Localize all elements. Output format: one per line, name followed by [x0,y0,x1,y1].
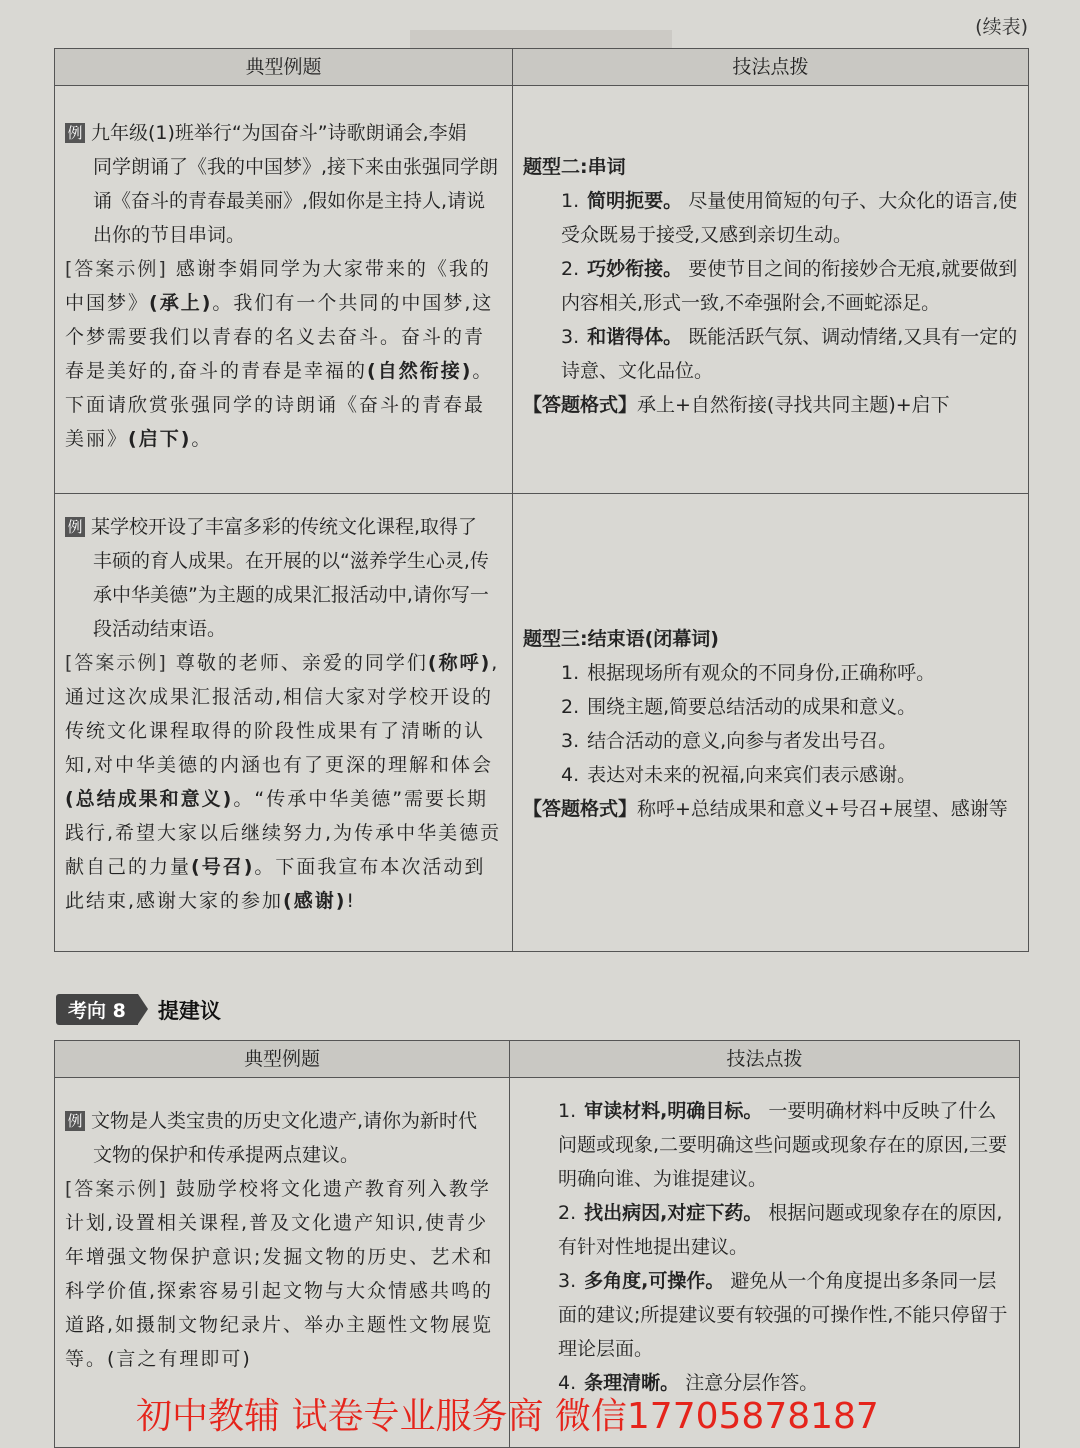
tip-body: 既能活跃气氛、调动情绪,又具有一定的诗意、文化品位。 [561,326,1018,382]
header-technique-tips: 技法点拨 [513,49,1029,86]
answer-part: 。 [191,428,213,450]
section-heading [56,994,221,1025]
format-label: 【答题格式】 [523,394,638,416]
answer-part: 。下面请欣赏张强同学的诗朗诵《奋斗的青春最美丽》 [65,360,494,450]
header-technique-tips: 技法点拨 [510,1041,1020,1078]
answer-part: 。下面我宣布本次活动到此结束,感谢大家的参加 [65,856,486,912]
tip-item [523,184,1018,252]
tip-number: 3. [561,729,580,752]
answer-marker: (感谢) [283,890,347,912]
sample-answer [65,252,502,456]
tip-heading: 多角度,可操作。 [584,1270,725,1292]
question-continued: 同学朗诵了《我的中国梦》,接下来由张强同学朗诵《奋斗的青春最美丽》,假如你是主持人,请说出你的节目串词。 [93,156,499,246]
question-line-1: 某学校开设了丰富多彩的传统文化课程,取得了 [91,516,478,538]
tip-heading: 和谐得体。 [587,326,683,348]
sample-answer [65,1172,499,1376]
answer-part: 尊敬的老师、亲爱的同学们 [175,652,428,674]
tips-cell-closing [513,494,1029,952]
tip-body: 表达对未来的祝福,向来宾们表示感谢。 [587,763,917,786]
tip-item [520,1196,1009,1264]
tips-cell-interlude [513,86,1029,494]
answer-marker: (总结成果和意义) [65,788,234,810]
tip-item [523,690,1018,724]
answer-part: 感谢李娟同学为大家带来的《我的中国梦》 [65,258,491,314]
tip-number: 2. [561,258,580,280]
tip-heading: 条理清晰。 [584,1372,680,1394]
tip-body: 避免从一个角度提出多条同一层面的建议;所提建议要有较强的可操作性,不能只停留于理论层面。 [558,1270,1008,1360]
answer-format [523,388,1018,422]
answer-label: [答案示例] [65,1178,168,1200]
question-continued: 丰硕的育人成果。在开展的以“滋养学生心灵,传承中华美德”为主题的成果汇报活动中,请你写一段活动结束语。 [93,550,489,640]
tip-heading: 找出病因,对症下药。 [584,1202,763,1224]
example-cell-closing [55,494,513,952]
header-typical-examples: 典型例题 [55,1041,510,1078]
answer-marker: (号召) [191,856,255,878]
tip-item [523,758,1018,792]
tip-body: 根据问题或现象存在的原因,有针对性地提出建议。 [558,1202,1003,1258]
tip-heading: 简明扼要。 [587,190,683,212]
answer-format [523,792,1018,826]
type-title: 题型二:串词 [523,156,626,178]
section-title: 提建议 [157,998,221,1023]
tip-body: 根据现场所有观众的不同身份,正确称呼。 [587,661,936,684]
question-line-1: 文物是人类宝贵的历史文化遗产,请你为新时代 [91,1110,478,1132]
example-badge-icon: 例 [65,123,85,143]
tip-body: 围绕主题,简要总结活动的成果和意义。 [587,695,917,718]
section-tag: 考向 8 [56,994,138,1025]
tip-number: 1. [561,661,580,684]
tip-number: 4. [558,1372,577,1394]
example-badge-icon: 例 [65,517,85,537]
answer-marker: (称呼) [427,652,492,674]
tip-item [523,724,1018,758]
format-text: 承上+自然衔接(寻找共同主题)+启下 [637,394,950,416]
continued-label: (续表) [975,16,1028,38]
header-typical-examples: 典型例题 [55,49,513,86]
answer-part: 。我们有一个共同的中国梦,这个梦需要我们以青春的名义去奋斗。奋斗的青春是美好的,奋斗的青春是幸福的 [65,292,494,382]
answer-marker: (启下) [128,428,192,450]
techniques-table-2 [54,1040,1020,1448]
example-question [65,510,502,646]
answer-part: 。“传承中华美德”需要长期践行,希望大家以后继续努力,为传承中华美德贡献自己的力量 [65,788,502,878]
watermark-text: 初中教辅 试卷专业服务商 微信17705878187 [136,1396,879,1437]
sample-answer [65,646,502,918]
answer-part: 鼓励学校将文化遗产教育列入教学计划,设置相关课程,普及文化遗产知识,使青少年增强文物保护意识;发掘文物的历史、艺术和科学价值,探索容易引起文物与大众情感共鸣的道路,如摄制文物纪录片、举办主题性文物展览等。(言之有理即可) [65,1178,494,1370]
example-question [65,116,502,252]
tip-body: 结合活动的意义,向参与者发出号召。 [587,729,898,752]
answer-part: ,通过这次成果汇报活动,相信大家对学校开设的传统文化课程取得的阶段性成果有了清晰的认知,对中华美德的内涵也有了更深的理解和体会 [65,652,500,776]
example-cell-interlude [55,86,513,494]
tip-heading: 审读材料,明确目标。 [584,1100,763,1122]
tip-number: 3. [558,1270,577,1292]
question-line-1: 九年级(1)班举行“为国奋斗”诗歌朗诵会,李娟 [91,122,467,144]
tip-item [523,656,1018,690]
tip-number: 2. [558,1202,577,1224]
format-text: 称呼+总结成果和意义+号召+展望、感谢等 [637,797,1008,820]
tip-body: 要使节目之间的衔接妙合无痕,就要做到内容相关,形式一致,不牵强附会,不画蛇添足。 [561,258,1018,314]
example-question [65,1104,499,1172]
techniques-table-1 [54,48,1029,952]
tip-number: 3. [561,326,580,348]
tip-number: 2. [561,695,580,718]
answer-marker: (自然衔接) [367,360,473,382]
question-continued: 文物的保护和传承提两点建议。 [93,1144,360,1166]
tip-number: 1. [558,1100,577,1122]
answer-label: [答案示例] [65,652,168,674]
example-badge-icon: 例 [65,1111,85,1131]
answer-label: [答案示例] [65,258,168,280]
tip-body: 注意分层作答。 [685,1372,819,1394]
tip-number: 4. [561,763,580,786]
tip-item [523,320,1018,388]
type-title: 题型三:结束语(闭幕词) [523,627,719,650]
tip-heading: 巧妙衔接。 [587,258,683,280]
answer-part: ! [346,890,357,912]
tip-number: 1. [561,190,580,212]
tip-body: 尽量使用简短的句子、大众化的语言,使受众既易于接受,又感到亲切生动。 [561,190,1018,246]
answer-marker: (承上) [149,292,213,314]
tip-body: 一要明确材料中反映了什么问题或现象,二要明确这些问题或现象存在的原因,三要明确向谁、为谁提建议。 [558,1100,1008,1190]
tip-item [520,1094,1009,1196]
format-label: 【答题格式】 [523,797,638,820]
tip-item [523,252,1018,320]
tip-item [520,1264,1009,1366]
